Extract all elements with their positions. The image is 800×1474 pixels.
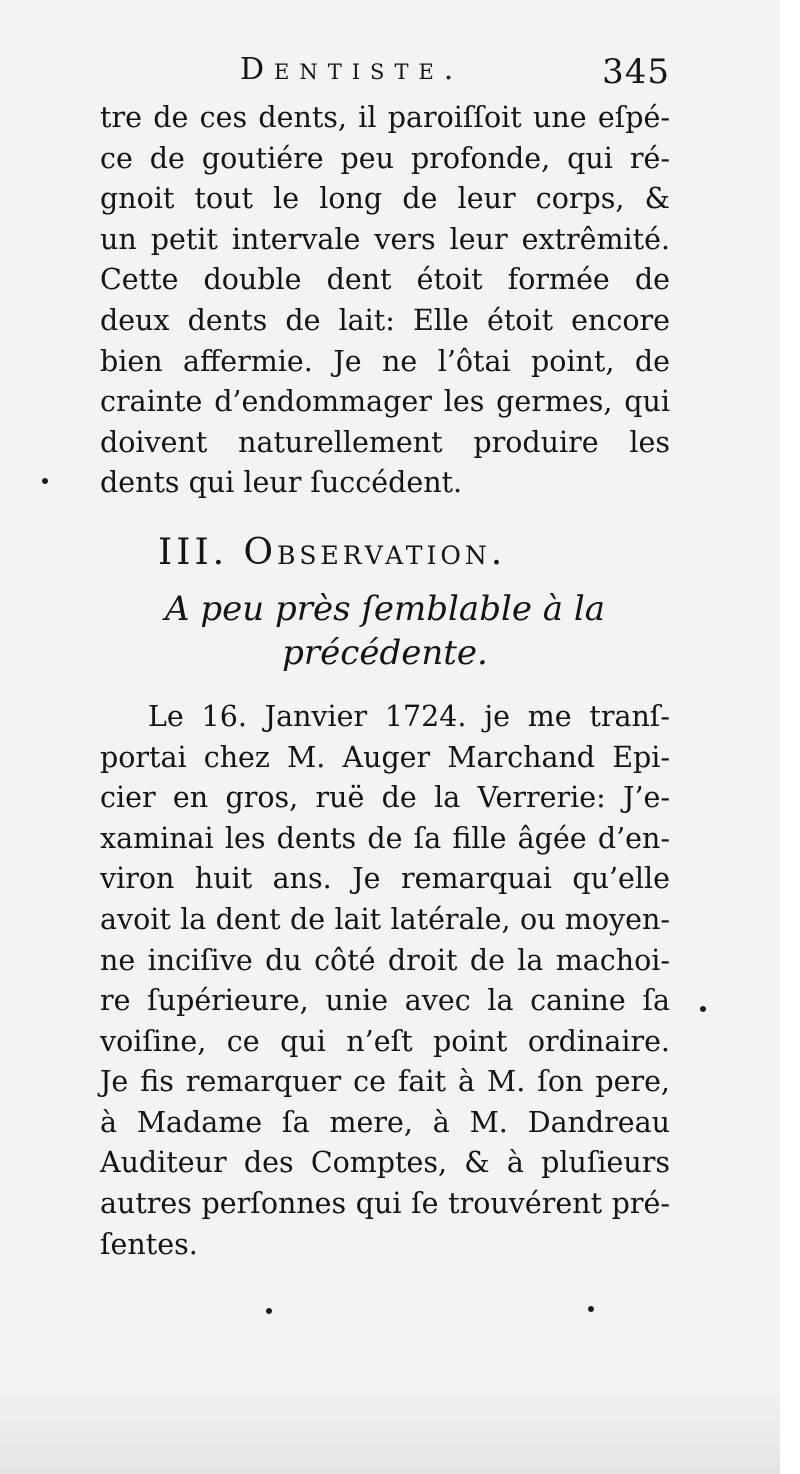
text-line: Le 16. Janvier 1724. je me tranſ- [148, 699, 670, 733]
text-line: voiſine, ce qui n’eſt point ordinaire. [100, 1024, 670, 1058]
ink-speck [42, 478, 48, 484]
page-number: 345 [602, 52, 670, 92]
ink-speck [700, 1006, 706, 1012]
ink-speck [266, 1308, 272, 1314]
text-line: ce de goutiére peu profonde, qui ré- [100, 141, 670, 175]
running-title: Dentiste. [240, 52, 464, 87]
ink-speck [588, 1306, 594, 1312]
text-line: un petit intervale vers leur extrêmité. [100, 222, 670, 256]
text-line: ſentes. [100, 1227, 198, 1261]
text-line: re ſupérieure, unie avec la canine ſa [100, 984, 670, 1018]
page-edge [780, 0, 800, 1474]
text-line: doivent naturellement produire les [100, 425, 670, 459]
page-shadow [0, 1384, 780, 1474]
text-line: gnoit tout le long de leur corps, & [100, 182, 670, 216]
paragraph-1 [100, 98, 690, 504]
paragraph-2 [100, 697, 690, 1265]
text-line: Je fis remarquer ce fait à M. ſon pere, [100, 1065, 670, 1099]
text-line: cier en gros, ruë de la Verrerie: J’e- [100, 781, 670, 815]
text-line: Cette double dent étoit formée de [100, 263, 670, 297]
text-line: dents qui leur ſuccédent. [100, 466, 463, 500]
text-line: Auditeur des Comptes, & à pluſieurs [100, 1146, 670, 1180]
text-line: à Madame ſa mere, à M. Dandreau [100, 1105, 670, 1139]
section-heading: III. Observation. [158, 531, 507, 573]
text-line: tre de ces dents, il paroiſſoit une eſpé- [100, 101, 670, 134]
page-text [100, 48, 690, 1265]
subheading-line: précédente. [282, 632, 488, 673]
text-line: deux dents de lait: Elle étoit encore [100, 303, 670, 337]
text-line: crainte d’endommager les germes, qui [100, 385, 670, 419]
text-line: viron huit ans. Je remarquai qu’elle [100, 862, 670, 896]
text-line: xaminai les dents de ſa fille âgée d’en- [100, 821, 670, 855]
text-line: portai chez M. Auger Marchand Epi- [100, 740, 670, 774]
text-line: avoit la dent de lait latérale, ou moyen- [100, 902, 670, 936]
text-line: bien affermie. Je ne l’ôtai point, de [100, 344, 670, 378]
section-subheading [100, 587, 690, 675]
text-line: ne inciſive du côté droit de la machoi- [100, 943, 670, 977]
subheading-line: A peu près ſemblable à la [165, 588, 605, 629]
running-head [100, 48, 690, 98]
text-line: autres perſonnes qui ſe trouvérent pré- [100, 1187, 670, 1221]
